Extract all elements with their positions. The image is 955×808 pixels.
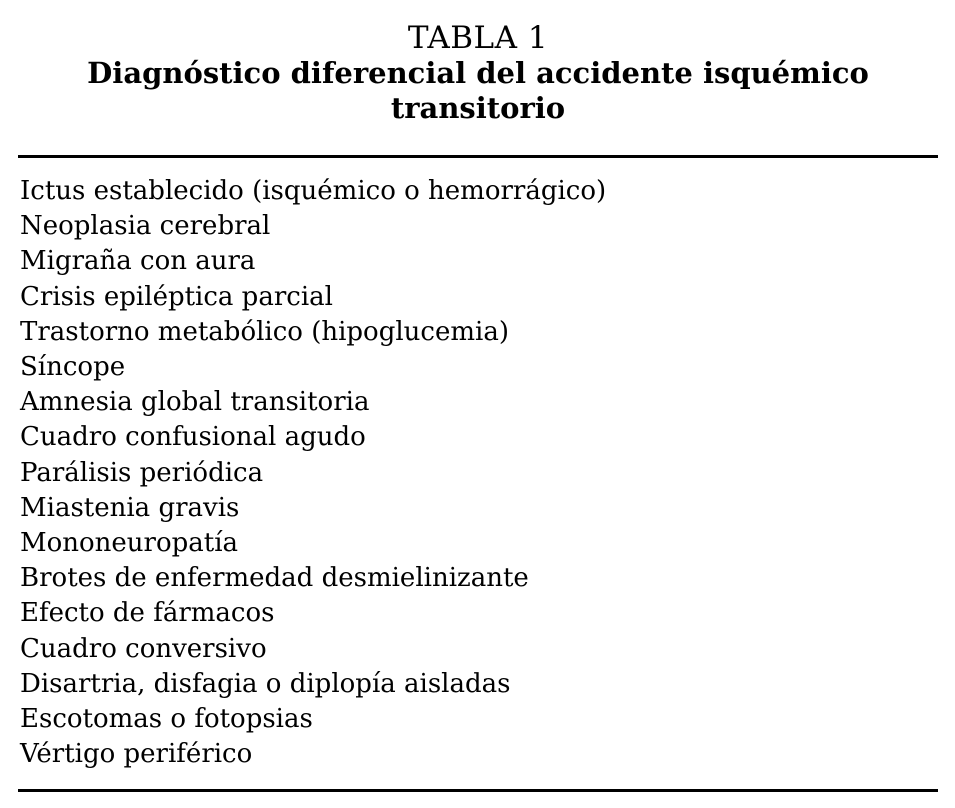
diagnosis-list [20, 174, 606, 772]
table-title [18, 56, 938, 126]
list-item: Amnesia global transitoria [20, 387, 370, 418]
list-item: Cuadro confusional agudo [20, 422, 366, 453]
list-item: Parálisis periódica [20, 457, 264, 488]
list-item: Disartria, disfagia o diplopía aisladas [20, 668, 511, 699]
bottom-rule [18, 789, 938, 792]
list-item: Vértigo periférico [20, 739, 253, 770]
list-item: Miastenia gravis [20, 492, 240, 523]
table-header [18, 20, 938, 126]
list-item: Ictus establecido (isquémico o hemorrágico) [20, 176, 607, 206]
list-item: Crisis epiléptica parcial [20, 281, 333, 312]
table-title-line-2: transitorio [390, 91, 566, 125]
list-item: Escotomas o fotopsias [20, 704, 313, 735]
table-number: TABLA 1 [407, 20, 549, 56]
list-item: Síncope [20, 352, 126, 383]
list-item: Neoplasia cerebral [20, 211, 271, 242]
list-item: Migraña con aura [20, 246, 256, 277]
list-item: Mononeuropatía [20, 528, 239, 559]
list-item: Efecto de fármacos [20, 598, 275, 629]
table-title-line-1: Diagnóstico diferencial del accidente isquémico [87, 56, 869, 90]
list-item: Trastorno metabólico (hipoglucemia) [20, 316, 509, 347]
list-item: Cuadro conversivo [20, 633, 267, 664]
top-rule [18, 155, 938, 158]
list-item: Brotes de enfermedad desmielinizante [20, 563, 529, 594]
